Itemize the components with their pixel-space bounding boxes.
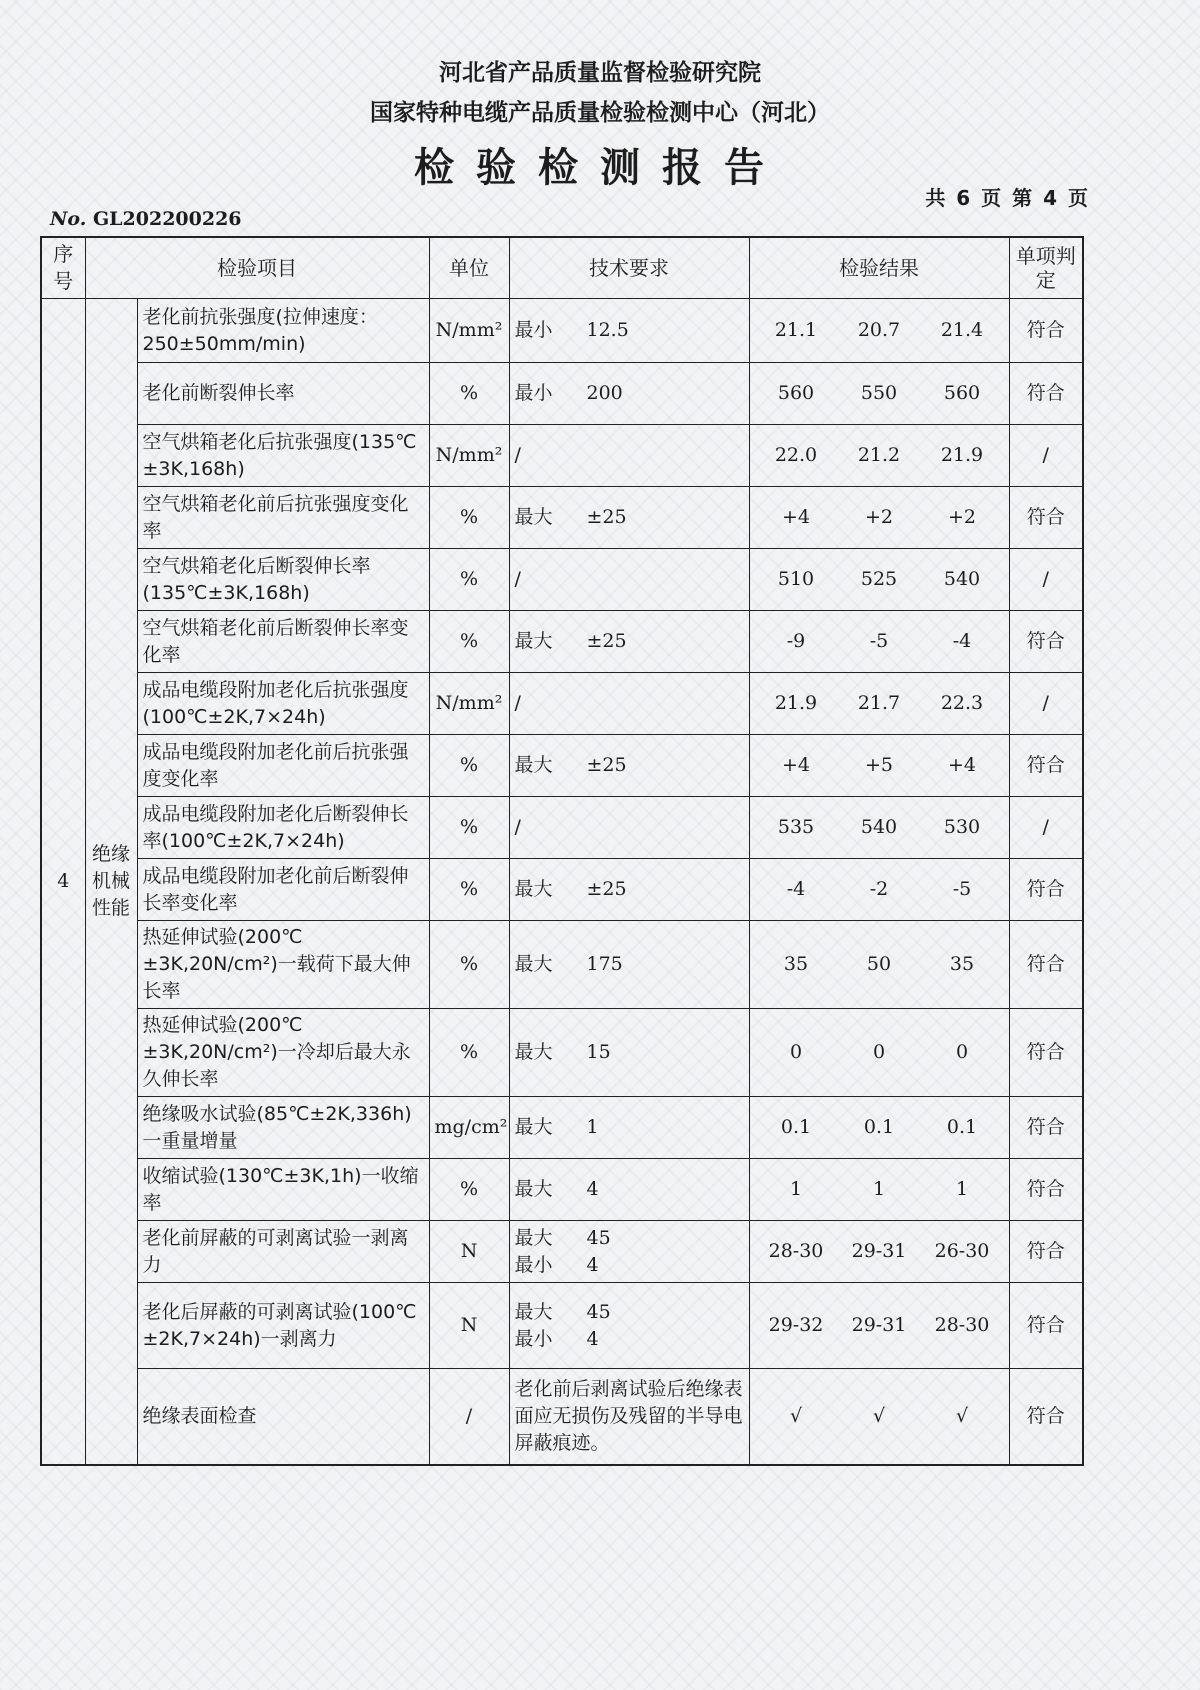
result-value: 22.3	[940, 692, 984, 714]
requirement-line	[515, 1114, 744, 1141]
judgment-cell: 符合	[1009, 1283, 1083, 1369]
requirement-cell	[509, 1159, 749, 1221]
judgment-cell: 符合	[1009, 1221, 1083, 1283]
requirement-line	[515, 1176, 744, 1203]
requirement-kind: 最大	[514, 630, 553, 652]
requirement-line	[515, 951, 744, 978]
requirement-kind: 最大	[514, 1116, 553, 1138]
requirement-kind: 最大	[514, 754, 553, 776]
result-cell	[749, 487, 1009, 549]
unit-cell: %	[429, 1159, 509, 1221]
result-cell	[749, 1159, 1009, 1221]
page-info: 共 6 页 第 4 页	[925, 186, 1088, 210]
result-value: 21.4	[940, 319, 984, 341]
requirement-cell	[509, 1097, 749, 1159]
judgment-cell: 符合	[1009, 487, 1083, 549]
unit-cell: %	[429, 921, 509, 1009]
center-name: 国家特种电缆产品质量检验检测中心（河北）	[370, 100, 830, 126]
table-row	[41, 299, 1083, 363]
result-value: 21.9	[940, 444, 984, 466]
requirement-value: 12.5	[586, 319, 629, 341]
unit-cell: %	[429, 797, 509, 859]
result-value: 535	[777, 816, 815, 838]
requirement-cell	[509, 487, 749, 549]
header-requirement: 技术要求	[509, 237, 749, 299]
result-value: 0.1	[946, 1116, 978, 1138]
table-header-row	[41, 237, 1083, 299]
group-category-line: 绝缘	[91, 842, 130, 865]
requirement-cell	[509, 299, 749, 363]
unit-cell: N/mm²	[429, 299, 509, 363]
table-row	[41, 1221, 1083, 1283]
judgment-cell: /	[1009, 673, 1083, 735]
requirement-value: 45	[586, 1226, 611, 1249]
requirement-text: /	[514, 692, 521, 714]
unit-cell: /	[429, 1369, 509, 1465]
result-value: 560	[943, 382, 981, 404]
judgment-cell: 符合	[1009, 1097, 1083, 1159]
result-value: 21.1	[774, 319, 818, 341]
test-item: 绝缘表面检查	[137, 1369, 429, 1465]
requirement-cell	[509, 735, 749, 797]
test-item: 热延伸试验(200℃±3K,20N/cm²)一载荷下最大伸长率	[137, 921, 429, 1009]
judgment-cell: 符合	[1009, 735, 1083, 797]
requirement-cell	[509, 673, 749, 735]
table-row	[41, 797, 1083, 859]
requirement-value: 1	[586, 1116, 599, 1138]
result-value: 29-31	[851, 1314, 907, 1336]
result-cell	[749, 1009, 1009, 1097]
requirement-cell	[509, 363, 749, 425]
requirement-cell	[509, 425, 749, 487]
table-body	[41, 299, 1083, 1465]
unit-cell: %	[429, 363, 509, 425]
requirement-kind: 最小	[514, 1327, 553, 1350]
report-title: 检验检测报告	[414, 145, 786, 191]
requirement-kind: 最大	[514, 953, 553, 975]
requirement-cell	[509, 1369, 749, 1465]
result-value: 525	[860, 568, 898, 590]
result-cell	[749, 1369, 1009, 1465]
table-row	[41, 673, 1083, 735]
result-cell	[749, 735, 1009, 797]
judgment-cell: 符合	[1009, 921, 1083, 1009]
test-item: 热延伸试验(200℃±3K,20N/cm²)一冷却后最大永久伸长率	[137, 1009, 429, 1097]
table-row	[41, 611, 1083, 673]
result-cell	[749, 1097, 1009, 1159]
result-value: -4	[952, 630, 972, 652]
header-item: 检验项目	[85, 237, 429, 299]
result-value: +2	[947, 506, 976, 528]
requirement-value: 4	[586, 1253, 599, 1276]
result-cell	[749, 363, 1009, 425]
requirement-line	[515, 1326, 744, 1353]
result-value: 20.7	[857, 319, 901, 341]
test-item: 成品电缆段附加老化后抗张强度(100℃±2K,7×24h)	[137, 673, 429, 735]
requirement-line	[515, 317, 744, 344]
test-item: 绝缘吸水试验(85℃±2K,336h)一重量增量	[137, 1097, 429, 1159]
requirement-text: 老化前后剥离试验后绝缘表面应无损伤及残留的半导电屏蔽痕迹。	[514, 1377, 743, 1454]
requirement-cell	[509, 549, 749, 611]
result-value: +4	[781, 754, 810, 776]
test-item: 成品电缆段附加老化后断裂伸长率(100℃±2K,7×24h)	[137, 797, 429, 859]
requirement-text: /	[514, 568, 521, 590]
requirement-line	[515, 1225, 744, 1252]
result-cell	[749, 1283, 1009, 1369]
result-cell	[749, 1221, 1009, 1283]
table-row	[41, 735, 1083, 797]
unit-cell: mg/cm²	[429, 1097, 509, 1159]
result-value: -5	[869, 630, 889, 652]
unit-cell: N/mm²	[429, 425, 509, 487]
group-category-line: 机械	[91, 869, 130, 892]
requirement-kind: 最大	[514, 506, 553, 528]
result-value: 540	[860, 816, 898, 838]
requirement-kind: 最小	[514, 319, 553, 341]
table-row	[41, 425, 1083, 487]
requirement-line	[515, 752, 744, 779]
result-value: +5	[864, 754, 893, 776]
result-value: +4	[781, 506, 810, 528]
judgment-cell: 符合	[1009, 363, 1083, 425]
judgment-cell: /	[1009, 549, 1083, 611]
unit-cell: %	[429, 611, 509, 673]
table-row	[41, 1369, 1083, 1465]
test-item: 成品电缆段附加老化前后断裂伸长率变化率	[137, 859, 429, 921]
table-row	[41, 487, 1083, 549]
requirement-kind: 最小	[514, 1253, 553, 1276]
test-item: 空气烘箱老化前后断裂伸长率变化率	[137, 611, 429, 673]
requirement-value: 200	[586, 382, 623, 404]
requirement-cell	[509, 859, 749, 921]
result-cell	[749, 797, 1009, 859]
result-value: 29-31	[851, 1240, 907, 1262]
header-unit: 单位	[429, 237, 509, 299]
judgment-cell: 符合	[1009, 1009, 1083, 1097]
requirement-cell	[509, 797, 749, 859]
result-value: 21.2	[857, 444, 901, 466]
result-value: 0	[955, 1041, 969, 1063]
result-value: 35	[949, 953, 975, 975]
inspection-table	[40, 236, 1084, 1466]
test-item: 老化后屏蔽的可剥离试验(100℃±2K,7×24h)一剥离力	[137, 1283, 429, 1369]
result-value: +2	[864, 506, 893, 528]
table-row	[41, 1009, 1083, 1097]
requirement-value: 4	[586, 1178, 599, 1200]
requirement-line	[515, 504, 744, 531]
requirement-value: 4	[586, 1327, 599, 1350]
group-category-line: 性能	[91, 896, 130, 919]
unit-cell: %	[429, 549, 509, 611]
unit-cell: %	[429, 735, 509, 797]
requirement-line	[515, 380, 744, 407]
report-number-value: GL202200226	[92, 208, 242, 230]
requirement-cell	[509, 921, 749, 1009]
result-value: 35	[783, 953, 809, 975]
result-value: 0.1	[780, 1116, 812, 1138]
requirement-value: ±25	[586, 878, 627, 900]
result-cell	[749, 299, 1009, 363]
table-row	[41, 1097, 1083, 1159]
unit-cell: %	[429, 487, 509, 549]
requirement-line	[515, 628, 744, 655]
result-value: 28-30	[934, 1314, 990, 1336]
test-item: 收缩试验(130℃±3K,1h)一收缩率	[137, 1159, 429, 1221]
requirement-line	[515, 1039, 744, 1066]
result-value: 1	[789, 1178, 803, 1200]
result-value: 21.9	[774, 692, 818, 714]
result-value: 560	[777, 382, 815, 404]
result-value: 29-32	[768, 1314, 824, 1336]
result-value: +4	[947, 754, 976, 776]
table-row	[41, 363, 1083, 425]
result-value: 28-30	[768, 1240, 824, 1262]
requirement-kind: 最大	[514, 1226, 553, 1249]
result-value: 1	[955, 1178, 969, 1200]
header-result: 检验结果	[749, 237, 1009, 299]
judgment-cell: 符合	[1009, 611, 1083, 673]
requirement-cell	[509, 1283, 749, 1369]
result-cell	[749, 673, 1009, 735]
unit-cell: %	[429, 1009, 509, 1097]
test-item: 空气烘箱老化后抗张强度(135℃±3K,168h)	[137, 425, 429, 487]
result-cell	[749, 611, 1009, 673]
group-category	[85, 299, 137, 1465]
judgment-cell: /	[1009, 797, 1083, 859]
result-value: 540	[943, 568, 981, 590]
result-value: 21.7	[857, 692, 901, 714]
result-value: √	[872, 1404, 886, 1427]
result-value: 0	[872, 1041, 886, 1063]
requirement-value: 15	[586, 1041, 611, 1063]
table-row	[41, 1159, 1083, 1221]
result-cell	[749, 859, 1009, 921]
test-item: 老化前断裂伸长率	[137, 363, 429, 425]
result-value: -4	[786, 878, 806, 900]
unit-cell: %	[429, 859, 509, 921]
requirement-kind: 最大	[514, 1178, 553, 1200]
requirement-line	[515, 1299, 744, 1326]
test-item: 老化前屏蔽的可剥离试验一剥离力	[137, 1221, 429, 1283]
result-value: 1	[872, 1178, 886, 1200]
result-value: 22.0	[774, 444, 818, 466]
requirement-text: /	[514, 444, 521, 466]
judgment-cell: 符合	[1009, 299, 1083, 363]
requirement-line	[515, 876, 744, 903]
requirement-cell	[509, 1009, 749, 1097]
result-value: 26-30	[934, 1240, 990, 1262]
unit-cell: N	[429, 1221, 509, 1283]
report-number	[50, 208, 242, 230]
test-item: 成品电缆段附加老化前后抗张强度变化率	[137, 735, 429, 797]
header-seq: 序号	[41, 237, 85, 299]
result-cell	[749, 921, 1009, 1009]
requirement-cell	[509, 1221, 749, 1283]
test-item: 空气烘箱老化前后抗张强度变化率	[137, 487, 429, 549]
result-value: -2	[869, 878, 889, 900]
requirement-value: 45	[586, 1300, 611, 1323]
result-value: -5	[952, 878, 972, 900]
table-row	[41, 921, 1083, 1009]
requirement-kind: 最大	[514, 1300, 553, 1323]
result-value: 550	[860, 382, 898, 404]
requirement-text: /	[514, 816, 521, 838]
requirement-value: ±25	[586, 506, 627, 528]
result-value: 50	[866, 953, 892, 975]
result-value: √	[789, 1404, 803, 1427]
requirement-line	[515, 1252, 744, 1279]
requirement-kind: 最小	[514, 382, 553, 404]
judgment-cell: 符合	[1009, 1159, 1083, 1221]
test-item: 老化前抗张强度(拉伸速度：250±50mm/min)	[137, 299, 429, 363]
table-row	[41, 859, 1083, 921]
requirement-kind: 最大	[514, 878, 553, 900]
result-value: √	[955, 1404, 969, 1427]
table-row	[41, 549, 1083, 611]
requirement-value: ±25	[586, 754, 627, 776]
requirement-value: ±25	[586, 630, 627, 652]
result-cell	[749, 425, 1009, 487]
judgment-cell: 符合	[1009, 1369, 1083, 1465]
judgment-cell: 符合	[1009, 859, 1083, 921]
judgment-cell: /	[1009, 425, 1083, 487]
requirement-kind: 最大	[514, 1041, 553, 1063]
group-seq: 4	[41, 299, 85, 1465]
requirement-cell	[509, 611, 749, 673]
unit-cell: N	[429, 1283, 509, 1369]
table-row	[41, 1283, 1083, 1369]
report-number-label: No.	[50, 208, 87, 230]
unit-cell: N/mm²	[429, 673, 509, 735]
result-value: -9	[786, 630, 806, 652]
institute-name: 河北省产品质量监督检验研究院	[439, 60, 761, 86]
result-value: 530	[943, 816, 981, 838]
header-judgment: 单项判定	[1009, 237, 1083, 299]
test-item: 空气烘箱老化后断裂伸长率(135℃±3K,168h)	[137, 549, 429, 611]
result-value: 0	[789, 1041, 803, 1063]
requirement-value: 175	[586, 953, 623, 975]
result-cell	[749, 549, 1009, 611]
result-value: 0.1	[863, 1116, 895, 1138]
result-value: 510	[777, 568, 815, 590]
